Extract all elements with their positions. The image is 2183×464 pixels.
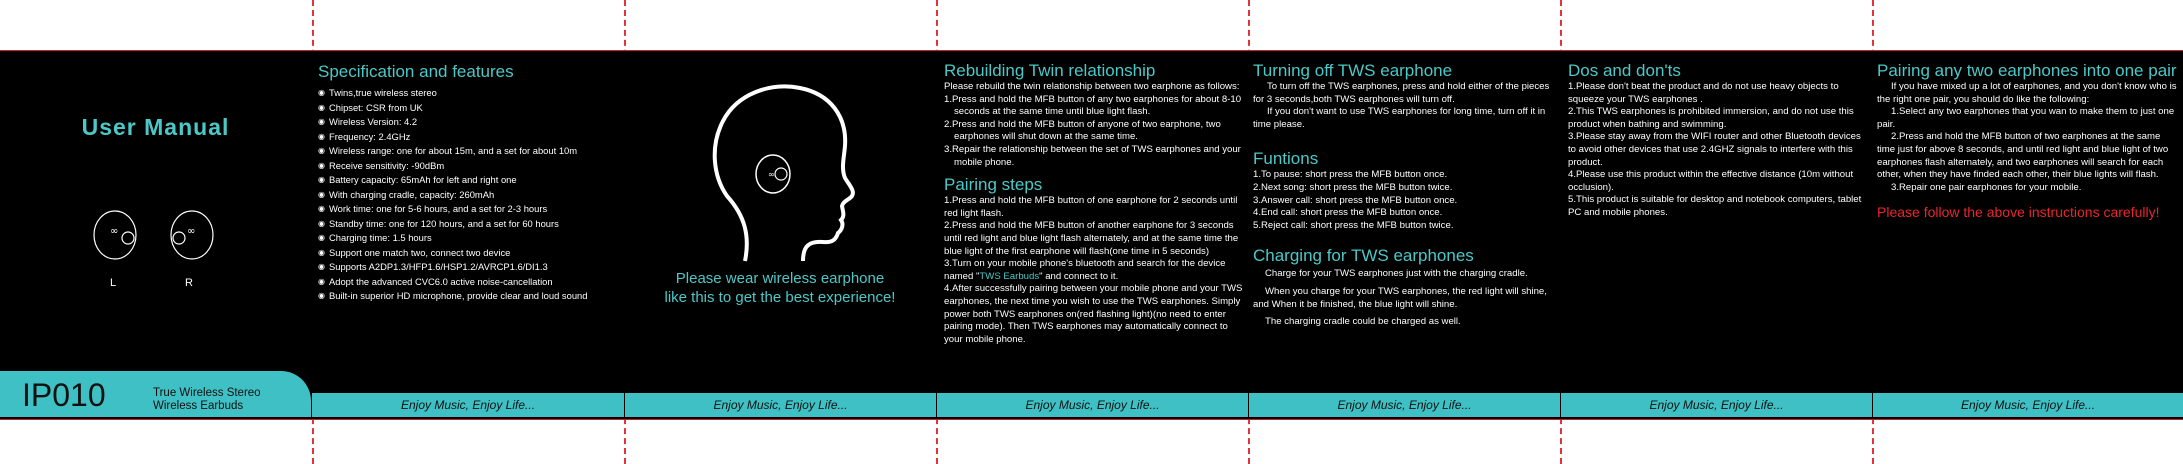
panel-footer: Enjoy Music, Enjoy Life... — [937, 393, 1248, 417]
rebuild-step: 2.Press and hold the MFB button of anyone of two earphone, two earphones will shut down at the same time. — [944, 118, 1221, 143]
spec-item: ◉ Wireless Version: 4.2 — [318, 115, 622, 130]
wear-caption-line-1: Please wear wireless earphone — [675, 270, 885, 287]
dos-item: 1.Please don't beat the product and do not use heavy objects to squeeze your TWS earphones . — [1568, 81, 1839, 105]
function-item: 2.Next song: short press the MFB button twice. — [1253, 181, 1453, 193]
charging-text: Charge for your TWS earphones just with the charging cradle. — [1265, 268, 1528, 280]
spec-item: ◉ Twins,true wireless stereo — [318, 86, 622, 101]
function-item: 4.End call: short press the MFB button once. — [1253, 207, 1443, 219]
specs-heading: Specification and features — [318, 62, 514, 81]
rebuild-step: 1.Press and hold the MFB button of any two earphones for about 8-10 seconds at the same time until blue light flash. — [944, 93, 1242, 118]
rebuild-heading: Rebuilding Twin relationship — [944, 61, 1156, 80]
warning-text: Please follow the above instructions carefully! — [1877, 204, 2160, 221]
wear-panel — [625, 51, 935, 417]
pairing-step: 4.After successfully pairing between your mobile phone and your TWS earphones, the next time you wish to use the TWS earphones. Simply power both TWS earphones on(red flashing light)(no need to enter pairing mode). Then TWS earphones may automatically connect to your mobile phone. — [944, 283, 1243, 345]
left-earbud-label: L — [110, 277, 117, 289]
pairing-step: 1.Press and hold the MFB button of one earphone for 2 seconds until red light flash. — [944, 195, 1238, 219]
spec-item: ◉ Battery capacity: 65mAh for left and right one — [318, 173, 622, 188]
charging-text: When you charge for your TWS earphones, the red light will shine, and When it be finished, the blue light will shine. — [1253, 285, 1547, 310]
panel-footer: Enjoy Music, Enjoy Life... — [1561, 393, 1872, 417]
dos-item: 5.This product is suitable for desktop and notebook computers, tablet PC and mobile phones. — [1568, 194, 1862, 218]
earbuds-icon — [85, 207, 225, 267]
right-earbud-label: R — [185, 277, 193, 289]
pairany-step: 2.Press and hold the MFB button of two earphones at the same time just for above 8 seconds, and until red light and blue light of two earphones flash alternately, and two earphones will search for each other, when they have finded each other, their blue lights will flash. — [1877, 131, 2169, 181]
spec-list — [318, 86, 622, 304]
svg-text:∞: ∞ — [187, 226, 196, 237]
function-item: 1.To pause: short press the MFB button once. — [1253, 169, 1448, 181]
pairing-step: 2.Press and hold the MFB button of another earphone for 3 seconds until red light and blue light flash alternately, and at the same time the blue light of the first earphone will flash(one time in 5 seconds) — [944, 220, 1239, 257]
head-profile-icon — [705, 76, 855, 266]
product-line-2: Wireless Earbuds — [153, 400, 244, 412]
spec-item: ◉ Support one match two, connect two device — [318, 246, 622, 261]
pairany-heading: Pairing any two earphones into one pair — [1877, 61, 2177, 80]
product-line-1: True Wireless Stereo — [153, 387, 261, 399]
spec-item: ◉ Supports A2DP1.3/HFP1.6/HSP1.2/AVRCP1.6/DI1.3 — [318, 260, 622, 275]
specs-panel — [318, 51, 622, 417]
spec-item: ◉ Built-in superior HD microphone, provide clear and loud sound — [318, 289, 622, 304]
pairany-step: 3.Repair one pair earphones for your mobile. — [1891, 181, 2082, 193]
functions-heading: Funtions — [1253, 149, 1319, 169]
function-item: 3.Answer call: short press the MFB button once. — [1253, 194, 1458, 206]
pairany-step: 1.Select any two earphones that you wan to make them to just one pair. — [1877, 106, 2175, 130]
spec-item: ◉ Chipset: CSR from UK — [318, 101, 622, 116]
panel-footer: Enjoy Music, Enjoy Life... — [1249, 393, 1560, 417]
function-item: 5.Reject call: short press the MFB button twice. — [1253, 219, 1454, 231]
dos-item: 4.Please use this product within the effective distance (10m without occlusion). — [1568, 169, 1854, 193]
spec-item: ◉ Frequency: 2.4GHz — [318, 130, 622, 145]
rebuild-step: 3.Repair the relationship between the set of TWS earphones and your mobile phone. — [944, 143, 1241, 168]
pairany-panel — [1877, 51, 2177, 417]
turnoff-text: To turn off the TWS earphones, press and hold either of the pieces for 3 seconds,both TWS earphones will turn off. — [1253, 81, 1550, 105]
spec-item: ◉ Wireless range: one for about 15m, and a set for about 10m — [318, 144, 622, 159]
dos-heading: Dos and don'ts — [1568, 61, 1681, 80]
rebuild-intro: Please rebuild the twin relationship between two earphone as follows: — [944, 81, 1240, 92]
pairany-intro: If you have mixed up a lot of earphones, and you don't know who is the right one pair, you should do like the following: — [1877, 81, 2177, 105]
pairing-step: 3.Turn on your mobile phone's bluetooth and search for the device named "TWS Earbuds" and connect to it. — [944, 258, 1226, 282]
svg-text:∞: ∞ — [768, 170, 775, 179]
turnoff-heading: Turning off TWS earphone — [1253, 61, 1453, 80]
rebuild-panel — [944, 51, 1246, 417]
operation-panel — [1253, 51, 1553, 417]
device-name: TWS Earbuds — [979, 270, 1040, 282]
spec-item: ◉ With charging cradle, capacity: 260mAh — [318, 188, 622, 203]
dos-item: 2.This TWS earphones is prohibited immersion, and do not use this product when bathing and swimming. — [1568, 106, 1854, 130]
wear-caption-line-2: like this to get the best experience! — [664, 289, 896, 306]
charging-text: The charging cradle could be charged as well. — [1265, 316, 1461, 328]
manual-title: User Manual — [81, 114, 230, 140]
cover-panel — [0, 51, 311, 417]
spec-item: ◉ Adopt the advanced CVC6.0 active noise-cancellation — [318, 275, 622, 290]
model-number: IP010 — [22, 377, 106, 413]
panel-footer: Enjoy Music, Enjoy Life... — [625, 393, 936, 417]
pairing-heading: Pairing steps — [944, 175, 1043, 195]
spec-item: ◉ Work time: one for 5-6 hours, and a set for 2-3 hours — [318, 202, 622, 217]
model-banner — [0, 371, 311, 417]
charging-heading: Charging for TWS earphones — [1253, 246, 1474, 266]
dos-item: 3.Please stay away from the WIFI router and other Bluetooth devices to avoid other devices that use 2.4GHZ signals to interfere with this product. — [1568, 131, 1861, 168]
spec-item: ◉ Standby time: one for 120 hours, and a set for 60 hours — [318, 217, 622, 232]
svg-text:∞: ∞ — [110, 226, 119, 237]
spec-item: ◉ Charging time: 1.5 hours — [318, 231, 622, 246]
dos-panel — [1568, 51, 1866, 417]
spec-item: ◉ Receive sensitivity: -90dBm — [318, 159, 622, 174]
panel-footer: Enjoy Music, Enjoy Life... — [312, 393, 624, 417]
turnoff-text: If you don't want to use TWS earphones for long time, turn off it in time please. — [1253, 106, 1546, 130]
panel-footer: Enjoy Music, Enjoy Life... — [1873, 393, 2183, 417]
